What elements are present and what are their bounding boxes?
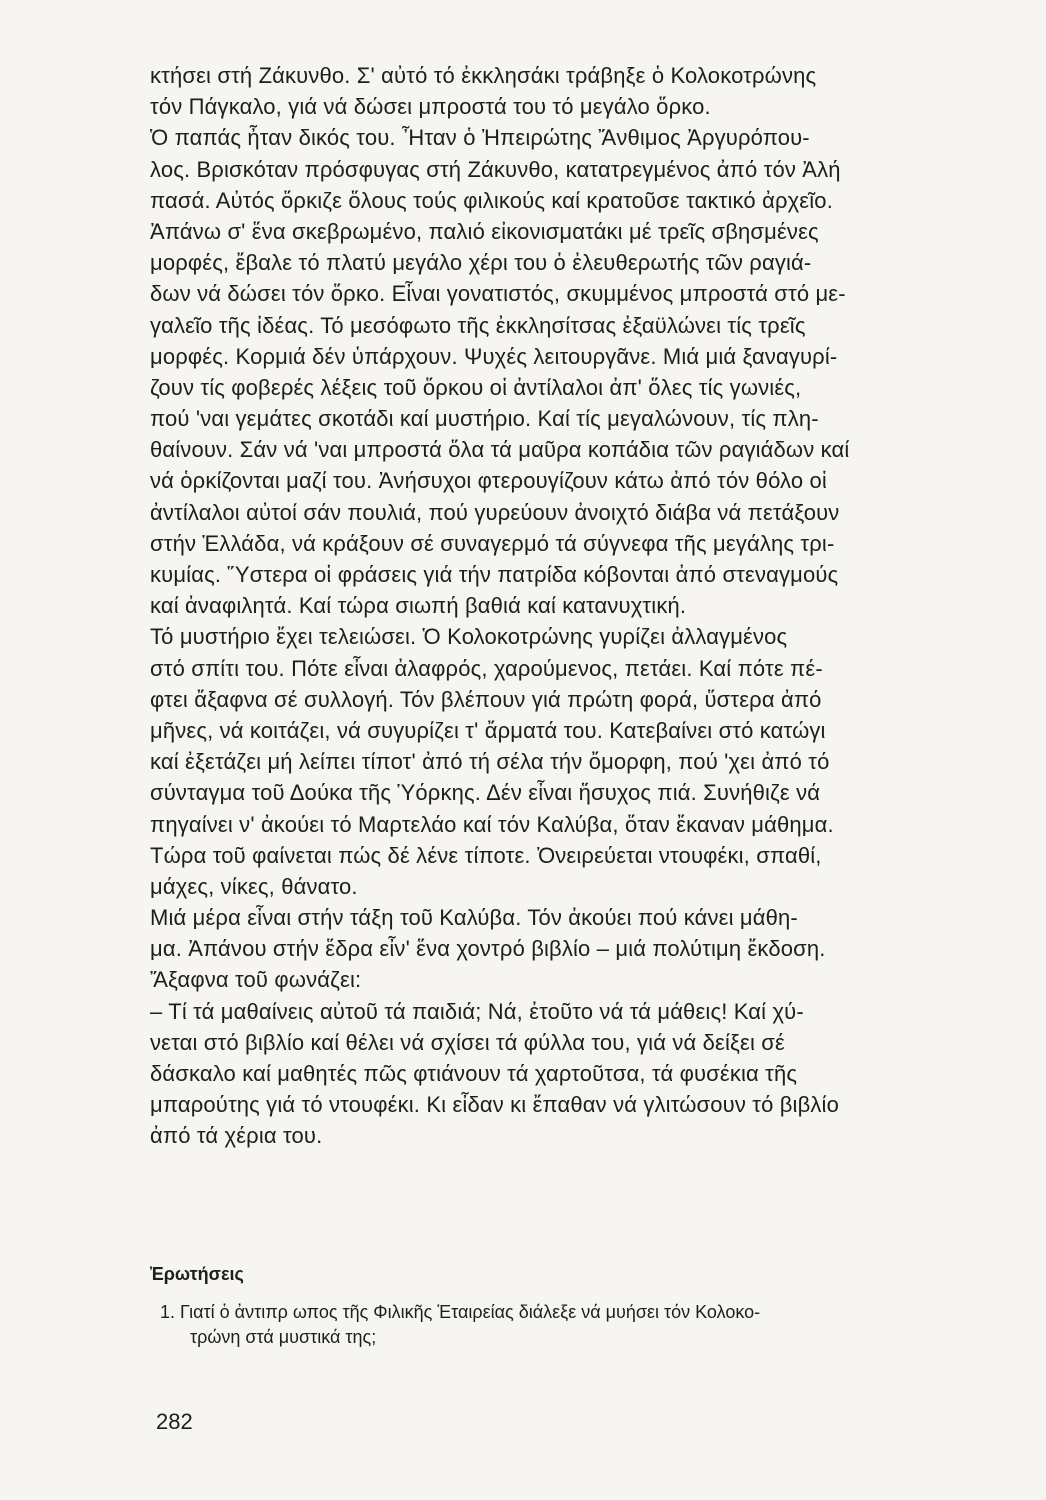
text-line: νά ὁρκίζονται μαζί του. Ἀνήσυχοι φτερουγίζουν κάτω ἀπό τόν θόλο οἱ [150,468,827,494]
text-line: τόν Πάγκαλο, γιά νά δώσει μπροστά του τό μεγάλο ὅρκο. [150,94,711,120]
text-line: ἀπό τά χέρια του. [150,1123,323,1149]
text-line: θαίνουν. Σάν νά 'ναι μπροστά ὅλα τά μαῦρα κοπάδια τῶν ραγιάδων καί [150,437,850,463]
text-line: νεται στό βιβλίο καί θέλει νά σχίσει τά φύλλα του, γιά νά δείξει σέ [150,1029,785,1055]
text-line: Ἀπάνω σ' ἕνα σκεβρωμένο, παλιό εἰκονισματάκι μέ τρεῖς σβησμένες [150,218,819,244]
text-line: μπαρούτης γιά τό ντουφέκι. Κι εἶδαν κι ἔπαθαν νά γλιτώσουν τό βιβλίο [150,1092,839,1118]
text-line: δάσκαλο καί μαθητές πῶς φτιάνουν τά χαρτοῦτσα, τά φυσέκια τῆς [150,1061,798,1086]
text-line: Ἄξαφνα τοῦ φωνάζει: [150,967,362,993]
text-line: καί ἐξετάζει μή λείπει τίποτ' ἀπό τή σέλα τήν ὄμορφη, πού 'χει ἀπό τό [150,749,830,775]
text-line: φτει ἄξαφνα σέ συλλογή. Τόν βλέπουν γιά πρώτη φορά, ὕστερα ἀπό [150,686,822,712]
text-line: ἀντίλαλοι αὐτοί σάν πουλιά, πού γυρεύουν ἀνοιχτό διάβα νά πετάξουν [150,499,840,525]
text-line: μῆνες, νά κοιτάζει, νά συγυρίζει τ' ἄρματά του. Κατεβαίνει στό κατώγι [150,717,826,743]
text-line: στήν Ἑλλάδα, νά κράξουν σέ συναγερμό τά σύγνεφα τῆς μεγάλης τρι- [150,530,835,556]
text-line: Ὁ παπάς ἦταν δικός του. Ἦταν ὁ Ἠπειρώτης Ἄνθιμος Ἀργυρόπου- [150,125,810,151]
text-line: πηγαίνει ν' ἀκούει τό Μαρτελάο καί τόν Καλύβα, ὅταν ἔκαναν μάθημα. [150,811,834,837]
questions-heading: Ἐρωτήσεις [150,1264,244,1284]
question-line: 1. Γιατί ὁ ἀντιπρ ωπος τῆς Φιλικῆς Ἑταιρείας διάλεξε νά μυήσει τόν Κολοκο- [160,1302,761,1322]
text-line: μορφές. Κορμιά δέν ὑπάρχουν. Ψυχές λειτουργᾶνε. Μιά μιά ξαναγυρί- [150,343,838,369]
text-line: μα. Ἀπάνου στήν ἕδρα εἶν' ἕνα χοντρό βιβλίο – μιά πολύτιμη ἔκδοση. [150,936,826,962]
question-item [160,1300,1020,1350]
text-line: στό σπίτι του. Πότε εἶναι ἀλαφρός, χαρούμενος, πετάει. Καί πότε πέ- [150,655,823,681]
text-line: Μιά μέρα εἶναι στήν τάξη τοῦ Καλύβα. Τόν ἀκούει πού κάνει μάθη- [150,905,798,931]
text-line: γαλεῖο τῆς ἰδέας. Τό μεσόφωτο τῆς ἐκκλησίτσας ἐξαϋλώνει τίς τρεῖς [150,312,806,338]
text-line: Τό μυστήριο ἔχει τελειώσει. Ὁ Κολοκοτρώνης γυρίζει ἀλλαγμένος [150,624,788,650]
question-line: τρώνη στά μυστικά της; [190,1327,377,1347]
text-line: πασά. Αὐτός ὅρκιζε ὅλους τούς φιλικούς καί κρατοῦσε τακτικό ἀρχεῖο. [150,187,833,213]
page-number: 282 [156,1409,193,1434]
text-line: Τώρα τοῦ φαίνεται πώς δέ λένε τίποτε. Ὀνειρεύεται ντουφέκι, σπαθί, [150,842,822,868]
body-text [150,60,1018,1152]
text-line: λος. Βρισκόταν πρόσφυγας στή Ζάκυνθο, κατατρεγμένος ἀπό τόν Ἀλή [150,156,841,182]
text-line: μορφές, ἔβαλε τό πλατύ μεγάλο χέρι του ὁ ἐλευθερωτής τῶν ραγιά- [150,250,812,276]
text-line: μάχες, νίκες, θάνατο. [150,873,358,899]
text-line: πού 'ναι γεμάτες σκοτάδι καί μυστήριο. Καί τίς μεγαλώνουν, τίς πλη- [150,406,819,432]
text-line: κυμίας. Ὕστερα οἱ φράσεις γιά τήν πατρίδα κόβονται ἀπό στεναγμούς [150,562,839,587]
text-line: καί ἀναφιλητά. Καί τώρα σιωπή βαθιά καί κατανυχτική. [150,593,687,619]
text-line: κτήσει στή Ζάκυνθο. Σ' αὐτό τό ἐκκλησάκι τράβηξε ὁ Κολοκοτρώνης [150,63,817,88]
text-line: δων νά δώσει τόν ὅρκο. Εἶναι γονατιστός, σκυμμένος μπροστά στό με- [150,281,846,307]
text-line: – Τί τά μαθαίνεις αὐτοῦ τά παιδιά; Νά, ἐτοῦτο νά τά μάθεις! Καί χύ- [150,998,804,1024]
text-line: σύνταγμα τοῦ Δούκα τῆς Ὑόρκης. Δέν εἶναι ἥσυχος πιά. Συνήθιζε νά [150,780,821,806]
text-line: ζουν τίς φοβερές λέξεις τοῦ ὅρκου οἱ ἀντίλαλοι ἀπ' ὅλες τίς γωνιές, [150,374,802,400]
